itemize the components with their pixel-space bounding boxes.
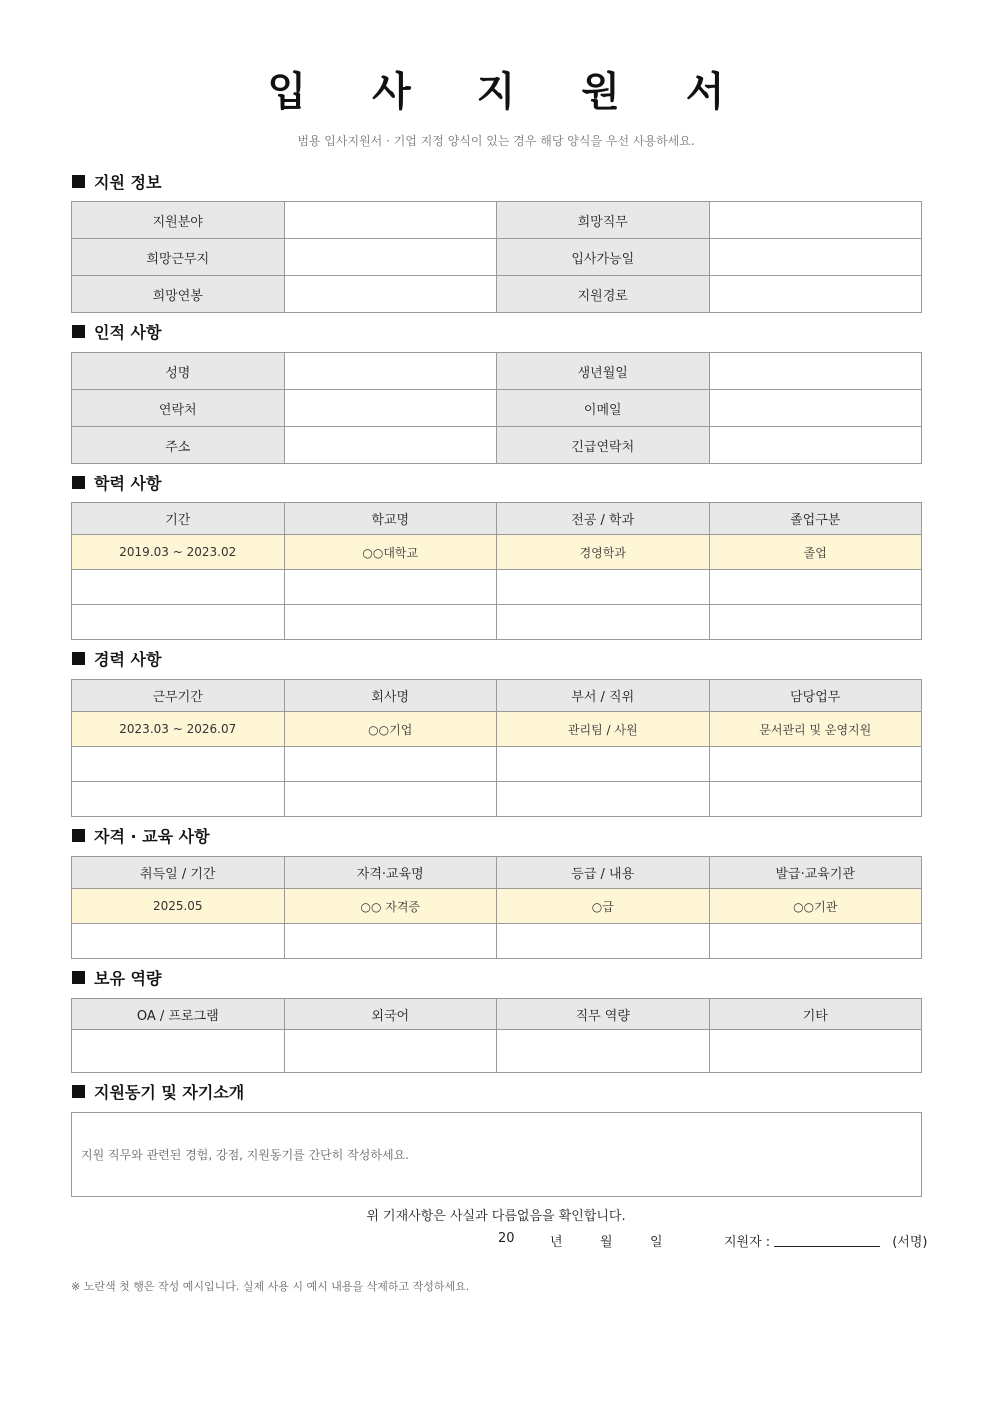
column-header: 회사명 [284,680,497,712]
table-cell[interactable]: 경영학과 [497,535,710,570]
table-cell[interactable] [284,605,497,640]
label-workplace: 희망근무지 [72,239,285,276]
table-cell[interactable]: ○○ 자격증 [284,889,497,924]
table-cell[interactable] [709,782,922,817]
column-header: 발급·교육기관 [709,857,922,889]
label-salary: 희망연봉 [72,276,285,313]
column-header: 기간 [72,503,285,535]
square-bullet-icon [72,325,85,338]
input-field-workplace[interactable] [284,239,497,276]
square-bullet-icon [72,829,85,842]
date-month-label: 월 [600,1235,613,1250]
label-birth: 생년월일 [497,353,710,390]
table-cell[interactable]: 문서관리 및 운영지원 [709,712,922,747]
input-field-birth[interactable] [709,353,922,390]
label-route: 지원경로 [497,276,710,313]
input-field-start-date[interactable] [709,239,922,276]
education-table [71,502,922,640]
table-cell[interactable]: 2025.05 [72,889,285,924]
column-header: 전공 / 학과 [497,503,710,535]
label-field: 지원분야 [72,202,285,239]
section-title-text: 자격 · 교육 사항 [94,826,210,846]
table-cell[interactable]: ○○기업 [284,712,497,747]
input-field-address[interactable] [284,427,497,464]
license-table [71,856,922,959]
input-field-route[interactable] [709,276,922,313]
signature-line [724,1231,927,1250]
label-start-date: 입사가능일 [497,239,710,276]
section-title-personal [72,320,161,342]
table-cell[interactable]: 졸업 [709,535,922,570]
label-emergency: 긴급연락처 [497,427,710,464]
column-header: OA / 프로그램 [72,999,285,1030]
section-title-text: 보유 역량 [94,968,162,988]
column-header: 외국어 [284,999,497,1030]
table-cell[interactable] [497,924,710,959]
signature-sign: (서명) [892,1235,928,1250]
personal-info-table [71,352,922,464]
footnote: ※ 노란색 첫 행은 작성 예시입니다. 실제 사용 시 예시 내용을 삭제하고 작성하세요. [71,1280,470,1293]
section-title-motive [72,1080,244,1102]
square-bullet-icon [72,1085,85,1098]
section-title-skills [72,966,161,988]
table-cell[interactable]: ○급 [497,889,710,924]
label-job: 희망직무 [497,202,710,239]
square-bullet-icon [72,652,85,665]
table-row [72,782,922,817]
table-cell[interactable] [284,924,497,959]
table-row [72,570,922,605]
table-row [72,747,922,782]
table-cell[interactable] [497,1030,710,1073]
section-title-career [72,647,161,669]
confirmation-text: 위 기재사항은 사실과 다름없음을 확인합니다. [366,1209,626,1224]
input-field-salary[interactable] [284,276,497,313]
section-title-license [72,824,210,846]
column-header: 학교명 [284,503,497,535]
input-field-email[interactable] [709,390,922,427]
table-cell[interactable]: 2019.03 ~ 2023.02 [72,535,285,570]
table-row [72,605,922,640]
table-cell[interactable] [709,605,922,640]
column-header: 부서 / 직위 [497,680,710,712]
column-header: 직무 역량 [497,999,710,1030]
input-field-apply-field[interactable] [284,202,497,239]
table-cell[interactable] [72,747,285,782]
date-year-label: 년 [550,1235,563,1250]
section-title-education [72,471,161,493]
table-cell[interactable] [72,570,285,605]
table-row [72,1030,922,1073]
label-email: 이메일 [497,390,710,427]
date-day-label: 일 [650,1235,663,1250]
section-title-text: 지원동기 및 자기소개 [94,1082,245,1102]
apply-info-table [71,201,922,313]
table-cell[interactable]: ○○기관 [709,889,922,924]
table-cell[interactable] [284,782,497,817]
table-cell[interactable] [284,570,497,605]
example-row [72,535,922,570]
example-row [72,889,922,924]
label-contact: 연락처 [72,390,285,427]
column-header: 등급 / 내용 [497,857,710,889]
input-field-emergency[interactable] [709,427,922,464]
section-title-text: 인적 사항 [94,322,162,342]
page-title: 입 사 지 원 서 [267,69,751,115]
section-title-text: 경력 사항 [94,649,162,669]
column-header: 졸업구분 [709,503,922,535]
table-cell[interactable]: 관리팀 / 사원 [497,712,710,747]
table-cell[interactable] [284,1030,497,1073]
section-title-text: 지원 정보 [94,172,162,192]
input-field-desired-job[interactable] [709,202,922,239]
table-cell[interactable] [497,605,710,640]
table-cell[interactable] [709,1030,922,1073]
section-title-text: 학력 사항 [94,473,162,493]
column-header: 기타 [709,999,922,1030]
signature-label: 지원자 : [724,1235,771,1250]
table-cell[interactable] [72,605,285,640]
input-field-name[interactable] [284,353,497,390]
career-table [71,679,922,817]
column-header: 자격·교육명 [284,857,497,889]
column-header: 담당업무 [709,680,922,712]
table-cell[interactable] [497,747,710,782]
signature-blank[interactable] [774,1234,880,1247]
table-cell[interactable]: ○○대학교 [284,535,497,570]
table-cell[interactable]: 2023.03 ~ 2026.07 [72,712,285,747]
label-name: 성명 [72,353,285,390]
column-header: 근무기간 [72,680,285,712]
table-cell[interactable] [709,747,922,782]
section-title-apply [72,170,161,192]
table-cell[interactable] [284,747,497,782]
motive-placeholder: 지원 직무와 관련된 경험, 강점, 지원동기를 간단히 작성하세요. [81,1148,409,1162]
skills-table [71,998,922,1073]
table-cell[interactable] [72,924,285,959]
page-subtitle: 범용 입사지원서 · 기업 지정 양식이 있는 경우 해당 양식을 우선 사용하세요. [297,134,695,148]
table-cell[interactable] [497,570,710,605]
input-field-contact[interactable] [284,390,497,427]
table-cell[interactable] [72,782,285,817]
table-cell[interactable] [709,570,922,605]
table-cell[interactable] [709,924,922,959]
table-cell[interactable] [72,1030,285,1073]
square-bullet-icon [72,971,85,984]
square-bullet-icon [72,175,85,188]
label-address: 주소 [72,427,285,464]
table-cell[interactable] [497,782,710,817]
example-row [72,712,922,747]
motive-textarea[interactable] [71,1112,922,1197]
date-year-prefix: 20 [498,1231,515,1246]
column-header: 취득일 / 기간 [72,857,285,889]
square-bullet-icon [72,476,85,489]
table-row [72,924,922,959]
